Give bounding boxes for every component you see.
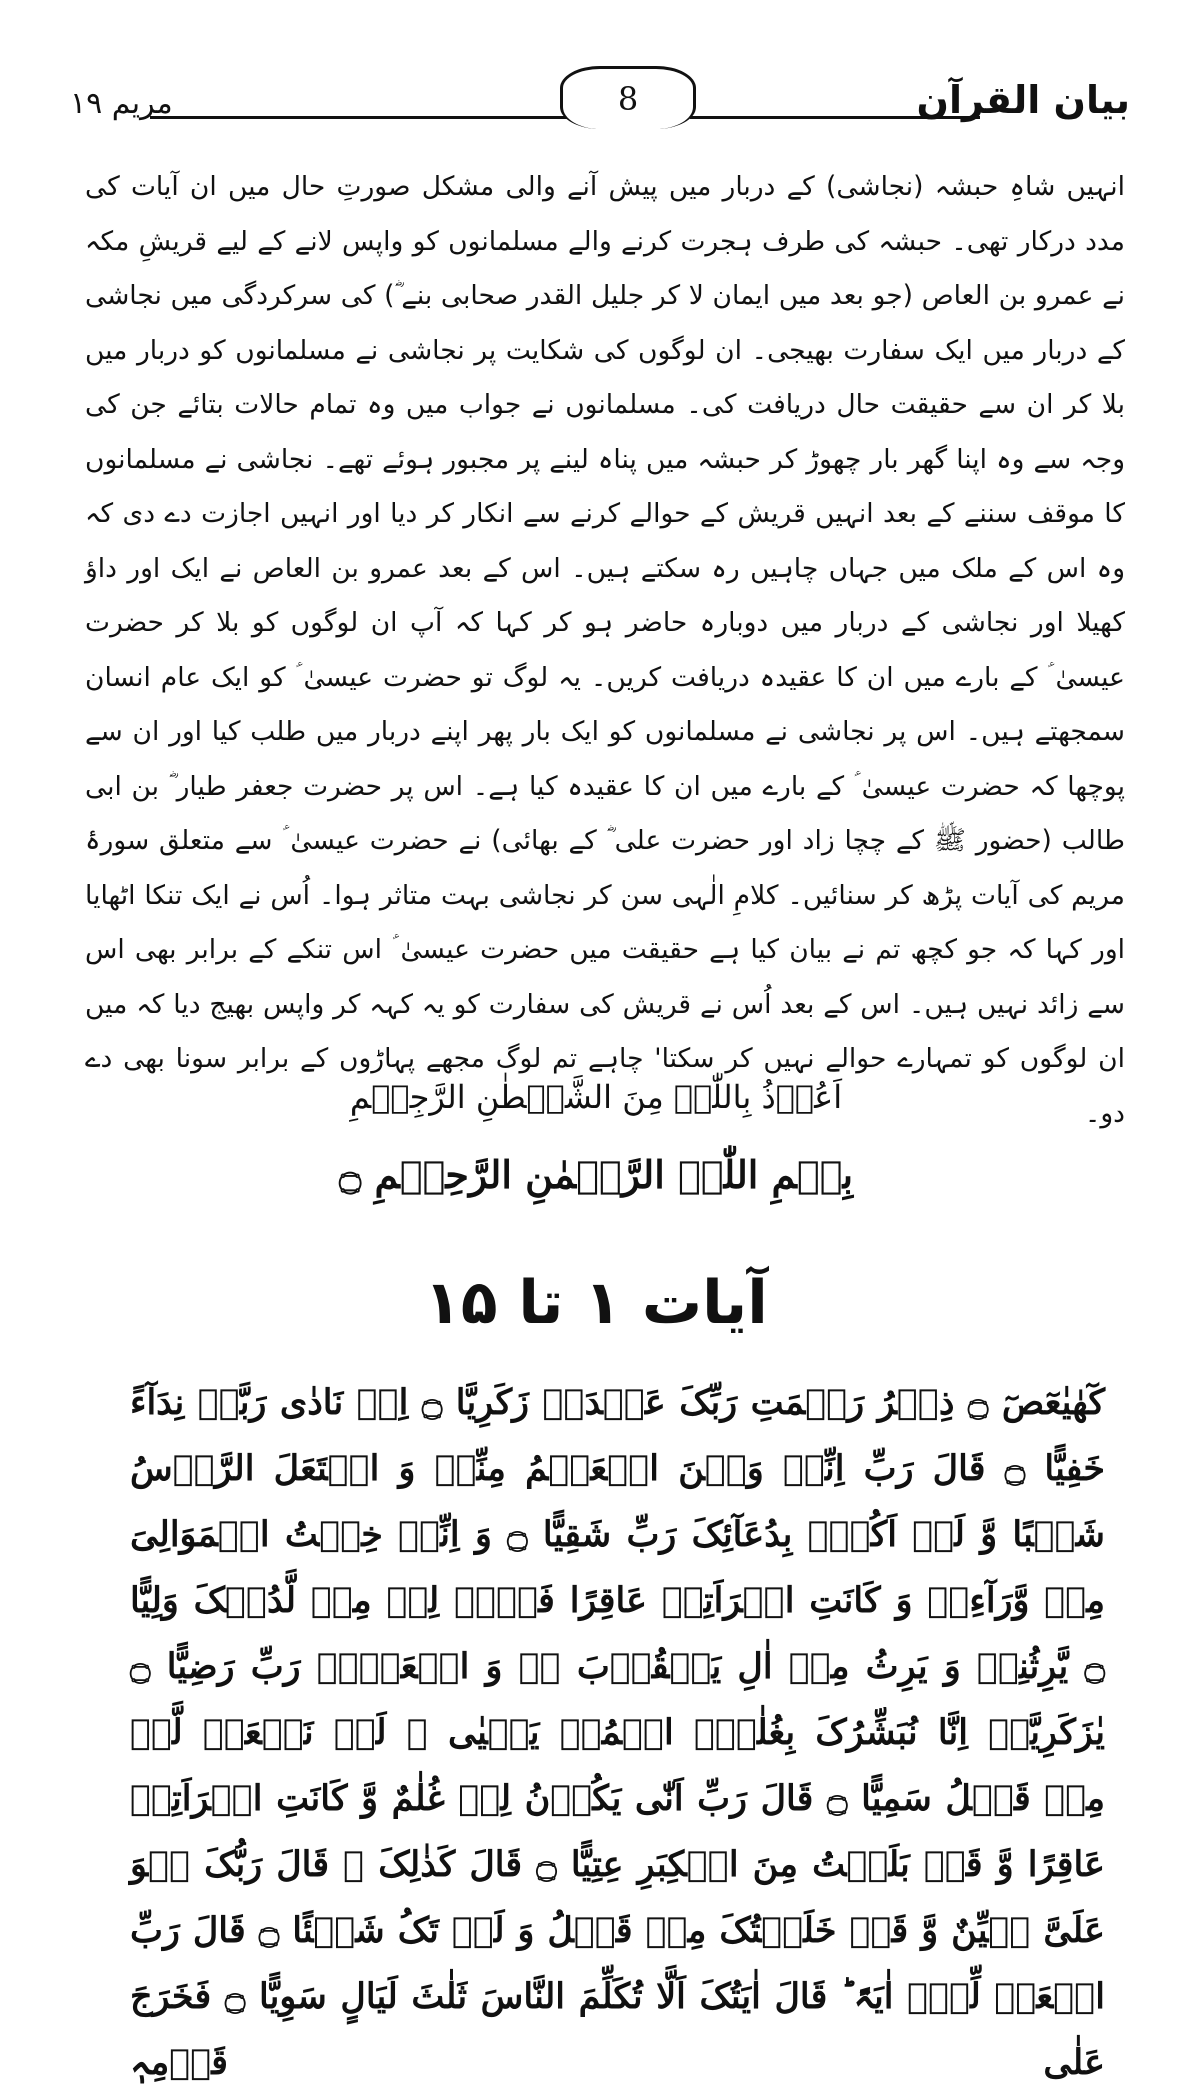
quran-verses: کٓھٰیٰعٓصٓ ۝ ذِکۡرُ رَحۡمَتِ رَبِّکَ عَبۡدَہٗ زَکَرِیَّا ۝ اِذۡ نَادٰی رَبَّہٗ نِدَآءً خَفِیًّا ۝ قَالَ رَبِّ اِنِّیۡ وَہَنَ الۡعَظۡمُ مِنِّیۡ وَ اشۡتَعَلَ الرَّاۡسُ شَیۡبًا وَّ لَمۡ اَکُنۡۢ بِدُعَآئِکَ رَبِّ شَقِیًّا ۝ وَ اِنِّیۡ خِفۡتُ الۡمَوَالِیَ مِنۡ وَّرَآءِیۡ وَ کَانَتِ امۡرَاَتِیۡ عَاقِرًا فَہَبۡ لِیۡ مِنۡ لَّدُنۡکَ وَلِیًّا ۝ یَّرِثُنِیۡ وَ یَرِثُ مِنۡ اٰلِ یَعۡقُوۡبَ ٭ۖ وَ اجۡعَلۡہُ رَبِّ رَضِیًّا ۝ یٰزَکَرِیَّاۤ اِنَّا نُبَشِّرُکَ بِغُلٰمِۣ اسۡمُہٗ یَحۡیٰی ۙ لَمۡ نَجۡعَلۡ لَّہٗ مِنۡ قَبۡلُ سَمِیًّا ۝ قَالَ رَبِّ اَنّٰی یَکُوۡنُ لِیۡ غُلٰمٌ وَّ کَانَتِ امۡرَاَتِیۡ عَاقِرًا وَّ قَدۡ بَلَغۡتُ مِنَ الۡکِبَرِ عِتِیًّا ۝ قَالَ کَذٰلِکَ ۚ قَالَ رَبُّکَ ہُوَ عَلَیَّ ہَیِّنٌ وَّ قَدۡ خَلَقۡتُکَ مِنۡ قَبۡلُ وَ لَمۡ تَکُ شَیۡئًا ۝ قَالَ رَبِّ اجۡعَلۡ لِّیۡۤ اٰیَۃً ؕ قَالَ اٰیَتُکَ اَلَّا تُکَلِّمَ النَّاسَ ثَلٰثَ لَیَالٍ سَوِیًّا ۝ فَخَرَجَ عَلٰی قَوۡمِہٖ <box>130 1382 1106 2083</box>
taawwuz-line: اَعُوۡذُ بِاللّٰہِ مِنَ الشَّیۡطٰنِ الرَّجِیۡمِ <box>349 1078 843 1116</box>
header-rule-left <box>150 116 570 119</box>
basmala-line: بِسۡمِ اللّٰہِ الرَّحۡمٰنِ الرَّحِیۡمِ ۝ <box>338 1152 854 1197</box>
section-heading: آیات ۱ تا ۱۵ <box>424 1268 768 1338</box>
page-number: 8 <box>560 66 696 129</box>
surah-name: مریم ۱۹ <box>70 86 173 121</box>
page-header <box>70 60 1130 140</box>
book-title: بیان القرآن <box>916 78 1130 122</box>
commentary-paragraph: انہیں شاہِ حبشہ (نجاشی) کے دربار میں پیش آنے والی مشکل صورتِ حال میں ان آیات کی مدد درکار تھی۔ حبشہ کی طرف ہجرت کرنے والے مسلمانوں کو واپس لانے کے لیے قریشِ مکہ نے عمرو بن العاص (جو بعد میں ایمان لا کر جلیل القدر صحابی بنے ؓ) کی سرکردگی میں نجاشی کے دربار میں ایک سفارت بھیجی۔ ان لوگوں کی شکایت پر نجاشی نے مسلمانوں کو دربار میں بلا کر ان سے حقیقت حال دریافت کی۔ مسلمانوں نے جواب میں وہ تمام حالات بتائے جن کی وجہ سے وہ اپنا گھر بار چھوڑ کر حبشہ میں پناہ لینے پر مجبور ہوئے تھے۔ نجاشی نے مسلمانوں کا موقف سننے کے بعد انہیں قریش کے حوالے کرنے سے انکار کر دیا اور انہیں اجازت دے دی کہ وہ اس کے ملک میں جہاں چاہیں رہ سکتے ہیں۔ اس کے بعد عمرو بن العاص نے ایک اور داؤ کھیلا اور نجاشی کے دربار میں دوبارہ حاضر ہو کر کہا کہ آپ ان لوگوں کو بلا کر حضرت عیسیٰ ؑ کے بارے میں ان کا عقیدہ دریافت کریں۔ یہ لوگ تو حضرت عیسیٰ ؑ کو ایک عام انسان سمجھتے ہیں۔ اس پر نجاشی نے مسلمانوں کو ایک بار پھر اپنے دربار میں طلب کیا اور ان سے پوچھا کہ حضرت عیسیٰ ؑ کے بارے میں ان کا عقیدہ کیا ہے۔ اس پر حضرت جعفر طیار ؓ بن ابی طالب (حضور ﷺ کے چچا زاد اور حضرت علی ؓ کے بھائی) نے حضرت عیسیٰ ؑ سے متعلق سورۂ مریم کی آیات پڑھ کر سنائیں۔ کلامِ الٰہی سن کر نجاشی بہت متاثر ہوا۔ اُس نے ایک تنکا اٹھایا اور کہا کہ جو کچھ تم نے بیان کیا ہے حقیقت میں حضرت عیسیٰ ؑ اس تنکے کے برابر بھی اس سے زائد نہیں ہیں۔ اس کے بعد اُس نے قریش کی سفارت کو یہ کہہ کر واپس بھیج دیا کہ میں ان لوگوں کو تمہارے حوالے نہیں کر سکتا' چاہے تم لوگ مجھے پہاڑوں کے برابر سونا بھی دے دو۔ <box>85 171 1125 1129</box>
